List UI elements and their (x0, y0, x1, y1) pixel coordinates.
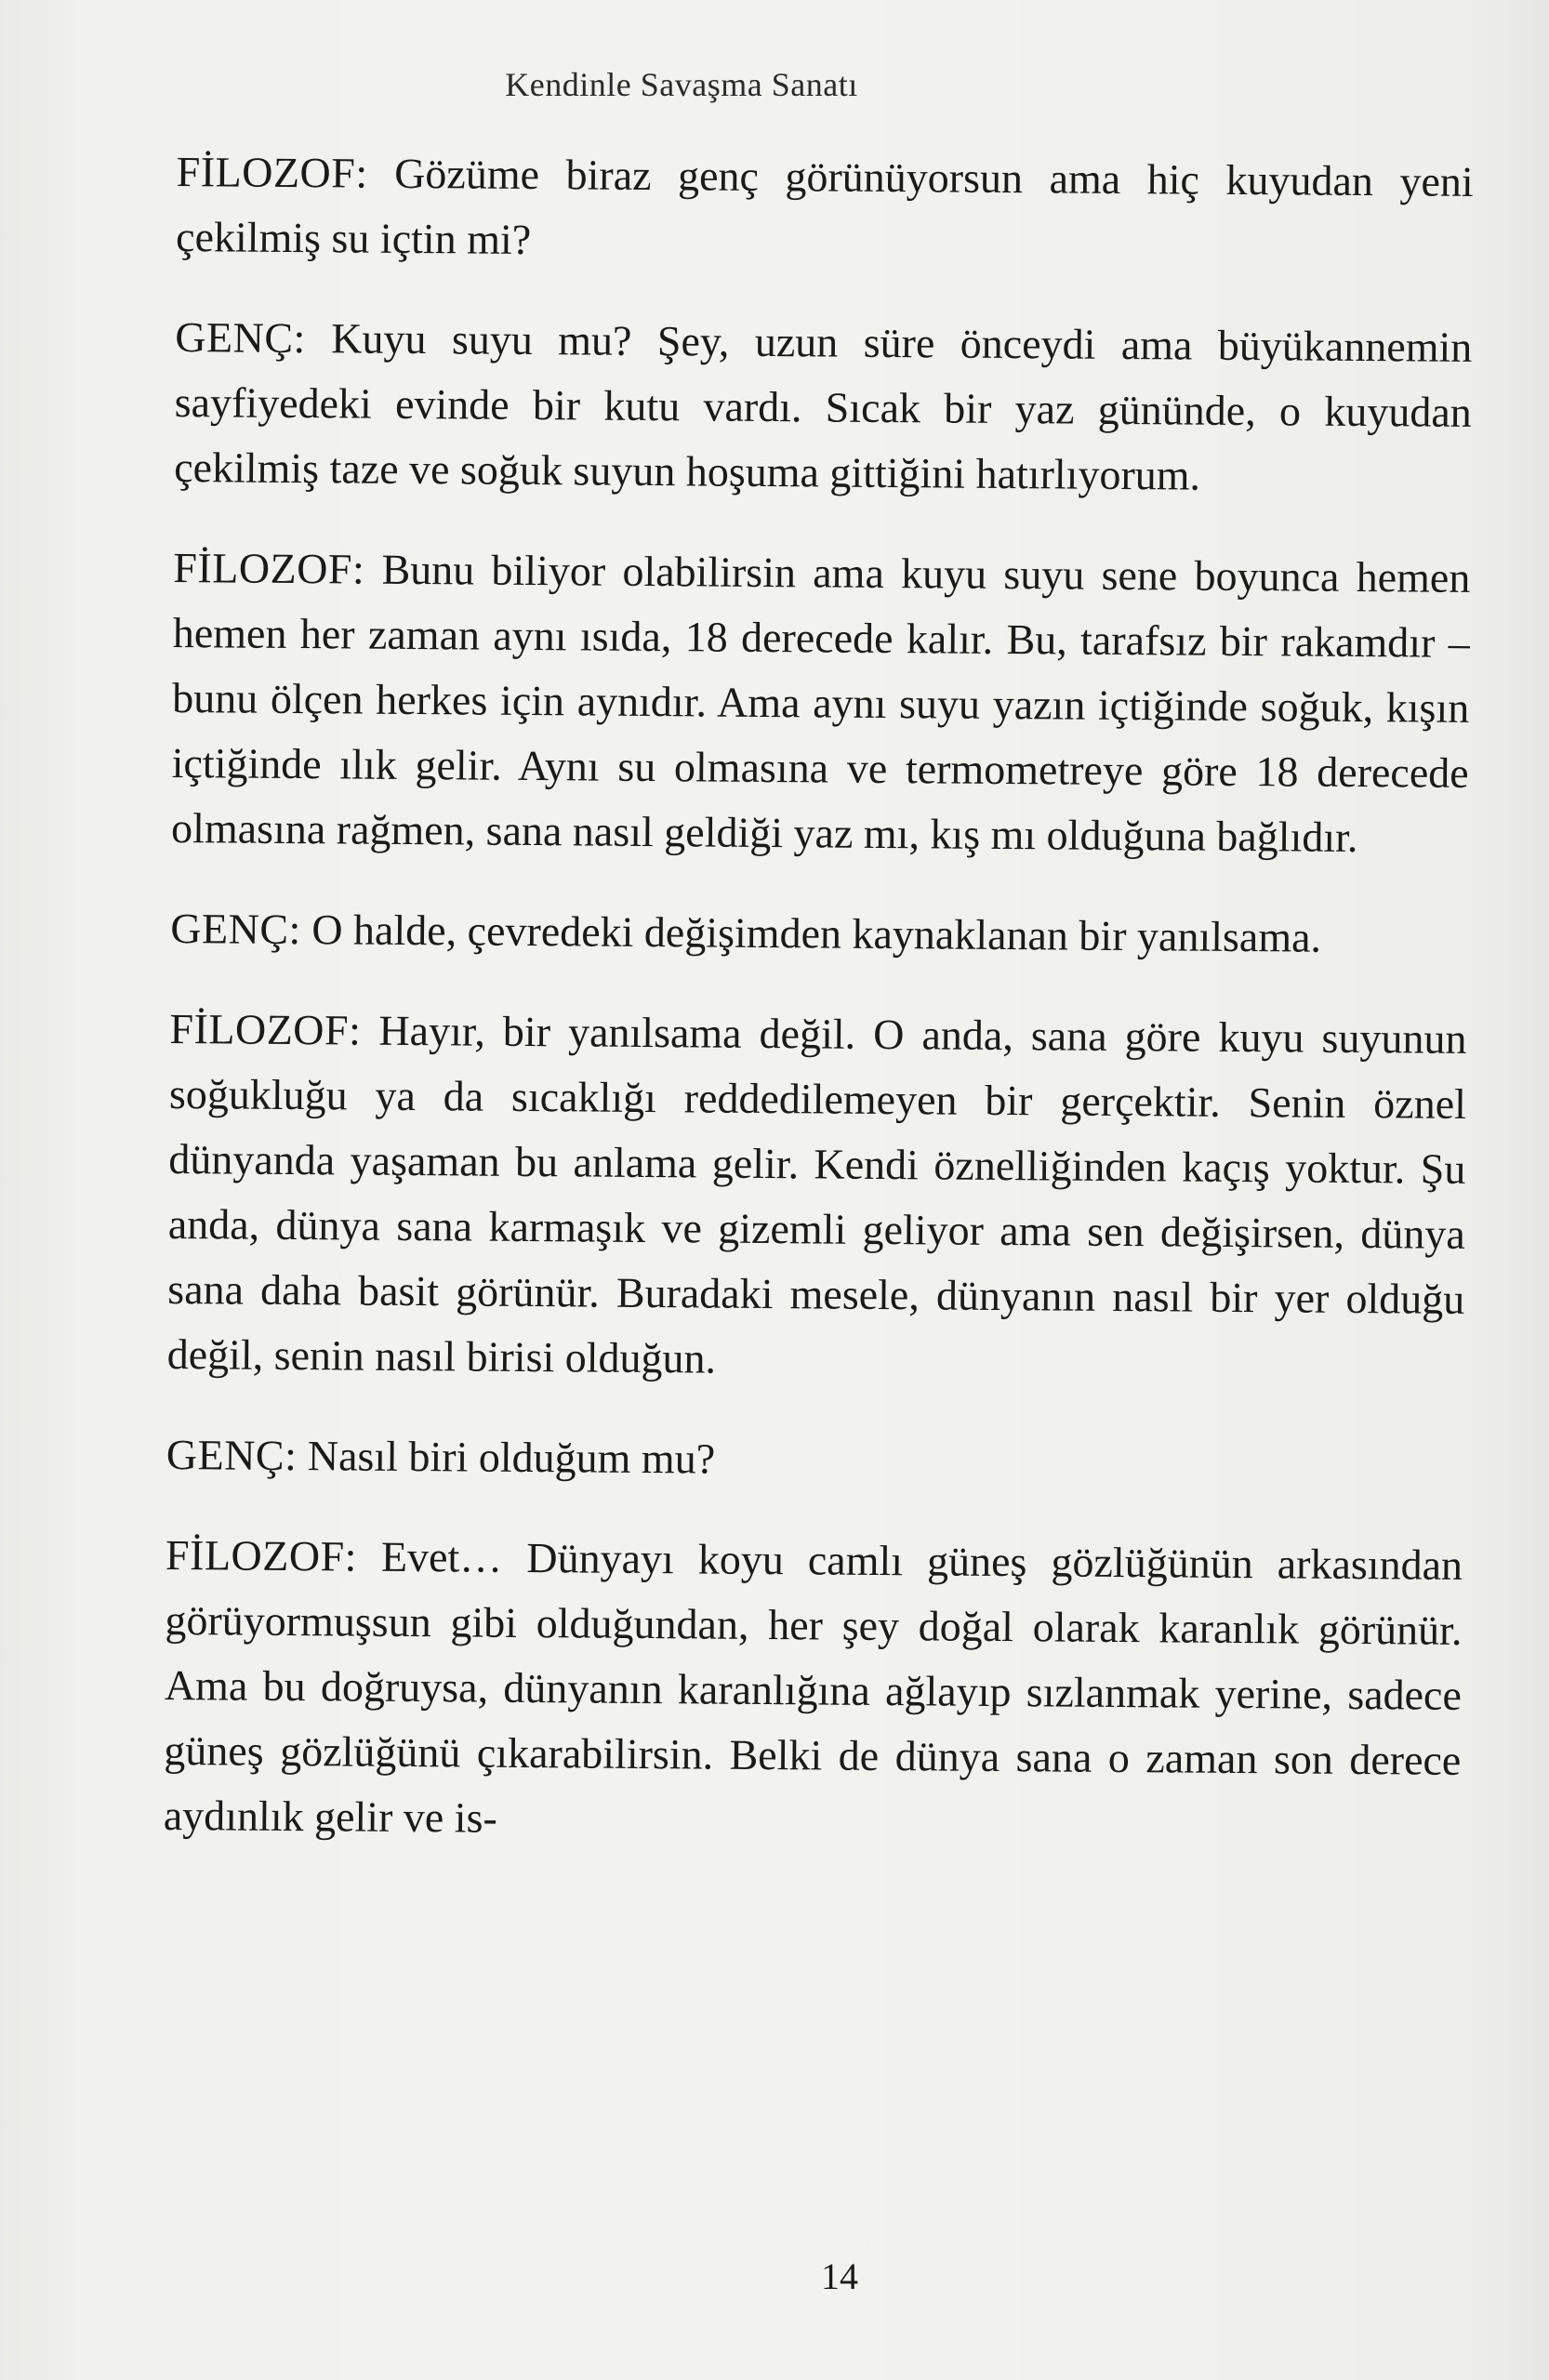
dialogue-paragraph (174, 305, 1473, 510)
speaker-label: FİLOZOF: (176, 147, 368, 197)
speaker-label: FİLOZOF: (169, 1004, 362, 1054)
dialogue-text (163, 139, 1474, 1894)
running-header: Kendinle Savaşma Sanatı (505, 66, 858, 103)
dialogue-paragraph (166, 997, 1466, 1397)
dialogue-paragraph (170, 896, 1468, 972)
speaker-label: FİLOZOF: (173, 543, 365, 593)
paragraph-text: Nasıl biri olduğum mu? (307, 1432, 716, 1483)
speaker-label: FİLOZOF: (165, 1530, 358, 1580)
paragraph-text: Hayır, bir yanılsama değil. O anda, sana göre kuyu suyunun soğukluğu ya da sıcaklığı reddedilemeyen bir gerçektir. Senin öznel dünyanda yaşaman bu anlama gelir. Kendi öznelliğinden kaçış yoktur. Şu anda, dünya sana karmaşık ve gizemli geliyor ama sen değişirsen, dünya sana daha basit görünür. Buradaki mesele, dünyanın nasıl bir yer olduğu değil, senin nasıl birisi olduğun. (166, 1006, 1467, 1382)
paragraph-text: Gözüme biraz genç görünüyorsun ama hiç kuyudan yeni çekilmiş su içtin mi? (175, 149, 1474, 263)
dialogue-paragraph (171, 536, 1471, 871)
speaker-label: GENÇ: (170, 904, 302, 954)
paragraph-text: Kuyu suyu mu? Şey, uzun süre önceydi ama büyükannemin sayfiyedeki evinde bir kutu vardı. Sıcak bir yaz gününde, o kuyudan çekilmiş taze ve soğuk suyun hoşuma gittiğini hatırlıyorum. (174, 314, 1473, 499)
dialogue-paragraph (164, 1523, 1463, 1858)
paragraph-text: Bunu biliyor olabilirsin ama kuyu suyu sene boyunca hemen hemen her zaman aynı ısıda, 18 derecede kalır. Bu, tarafsız bir rakamdır – bunu ölçen herkes için aynıdır. Ama aynı suyu yazın içtiğinde soğuk, kışın içtiğinde ılık gelir. Aynı su olmasına ve termometreye göre 18 derecede olmasına rağmen, sana nasıl geldiği yaz mı, kış mı olduğuna bağlıdır. (170, 545, 1471, 862)
page-number: 14 (821, 2255, 858, 2297)
dialogue-paragraph (166, 1422, 1464, 1498)
speaker-label: GENÇ: (165, 1430, 298, 1480)
paragraph-text: Evet… Dünyayı koyu camlı güneş gözlüğünün arkasından görüyormuşsun gibi olduğundan, her şey doğal olarak karanlık görünür. Ama bu doğruysa, dünyanın karanlığına ağlayıp sızlanmak yerine, sadece güneş gözlüğünü çıkarabilirsin. Belki de dünya sana o zaman son derece aydınlık gelir ve is- (163, 1532, 1463, 1842)
dialogue-paragraph (176, 139, 1474, 280)
paragraph-text: O halde, çevredeki değişimden kaynaklanan bir yanılsama. (311, 906, 1322, 961)
speaker-label: GENÇ: (175, 312, 307, 363)
